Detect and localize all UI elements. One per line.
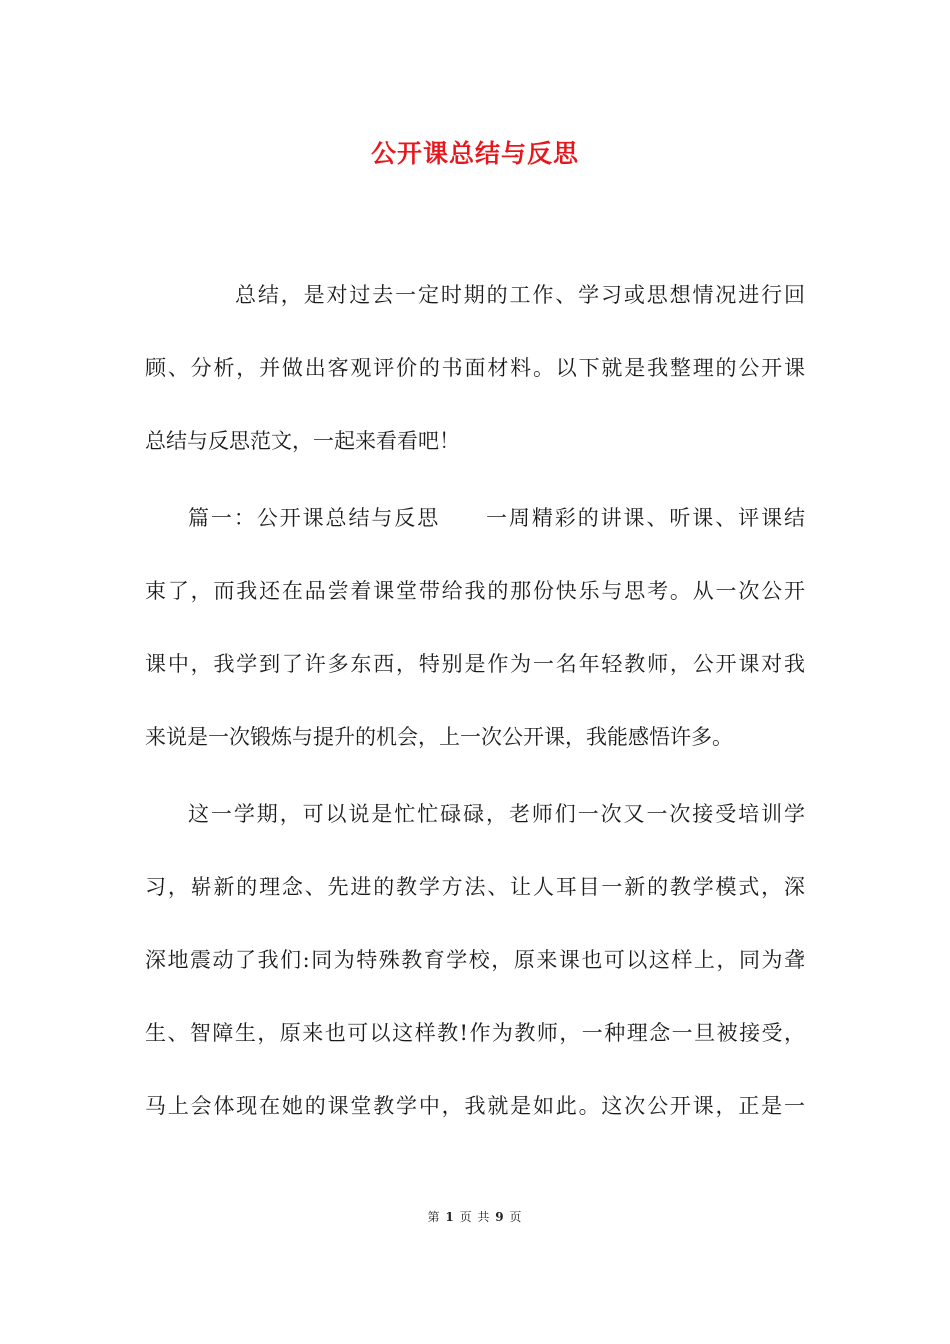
body-line-9: 习，崭新的理念、先进的教学方法、让人耳目一新的教学模式，深 bbox=[145, 875, 805, 899]
body-line-7: 来说是一次锻炼与提升的机会，上一次公开课，我能感悟许多。 bbox=[145, 725, 733, 749]
footer-prefix: 第 bbox=[427, 1210, 441, 1224]
footer-total-pages: 9 bbox=[495, 1210, 505, 1224]
body-line-3: 总结与反思范文，一起来看看吧！ bbox=[145, 429, 460, 453]
body-line-11: 生、智障生，原来也可以这样教!作为教师，一种理念一旦被接受， bbox=[145, 1021, 805, 1045]
body-line-1: 总结，是对过去一定时期的工作、学习或思想情况进行回 bbox=[235, 283, 805, 307]
page-footer bbox=[0, 1208, 950, 1225]
footer-page-number: 1 bbox=[445, 1210, 455, 1224]
body-line-10: 深地震动了我们:同为特殊教育学校，原来课也可以这样上，同为聋 bbox=[145, 948, 805, 972]
body-line-5: 束了，而我还在品尝着课堂带给我的那份快乐与思考。从一次公开 bbox=[145, 579, 805, 603]
body-line-6: 课中，我学到了许多东西，特别是作为一名年轻教师，公开课对我 bbox=[145, 652, 805, 676]
body-line-4: 篇一：公开课总结与反思 一周精彩的讲课、听课、评课结 bbox=[188, 506, 805, 530]
document-title: 公开课总结与反思 bbox=[370, 139, 579, 168]
body-line-12: 马上会体现在她的课堂教学中，我就是如此。这次公开课，正是一 bbox=[145, 1094, 805, 1118]
body-line-8: 这一学期，可以说是忙忙碌碌，老师们一次又一次接受培训学 bbox=[188, 802, 805, 826]
body-line-2: 顾、分析，并做出客观评价的书面材料。以下就是我整理的公开课 bbox=[145, 356, 805, 380]
footer-suffix: 页 bbox=[509, 1210, 523, 1224]
footer-middle: 页 共 bbox=[459, 1210, 491, 1224]
